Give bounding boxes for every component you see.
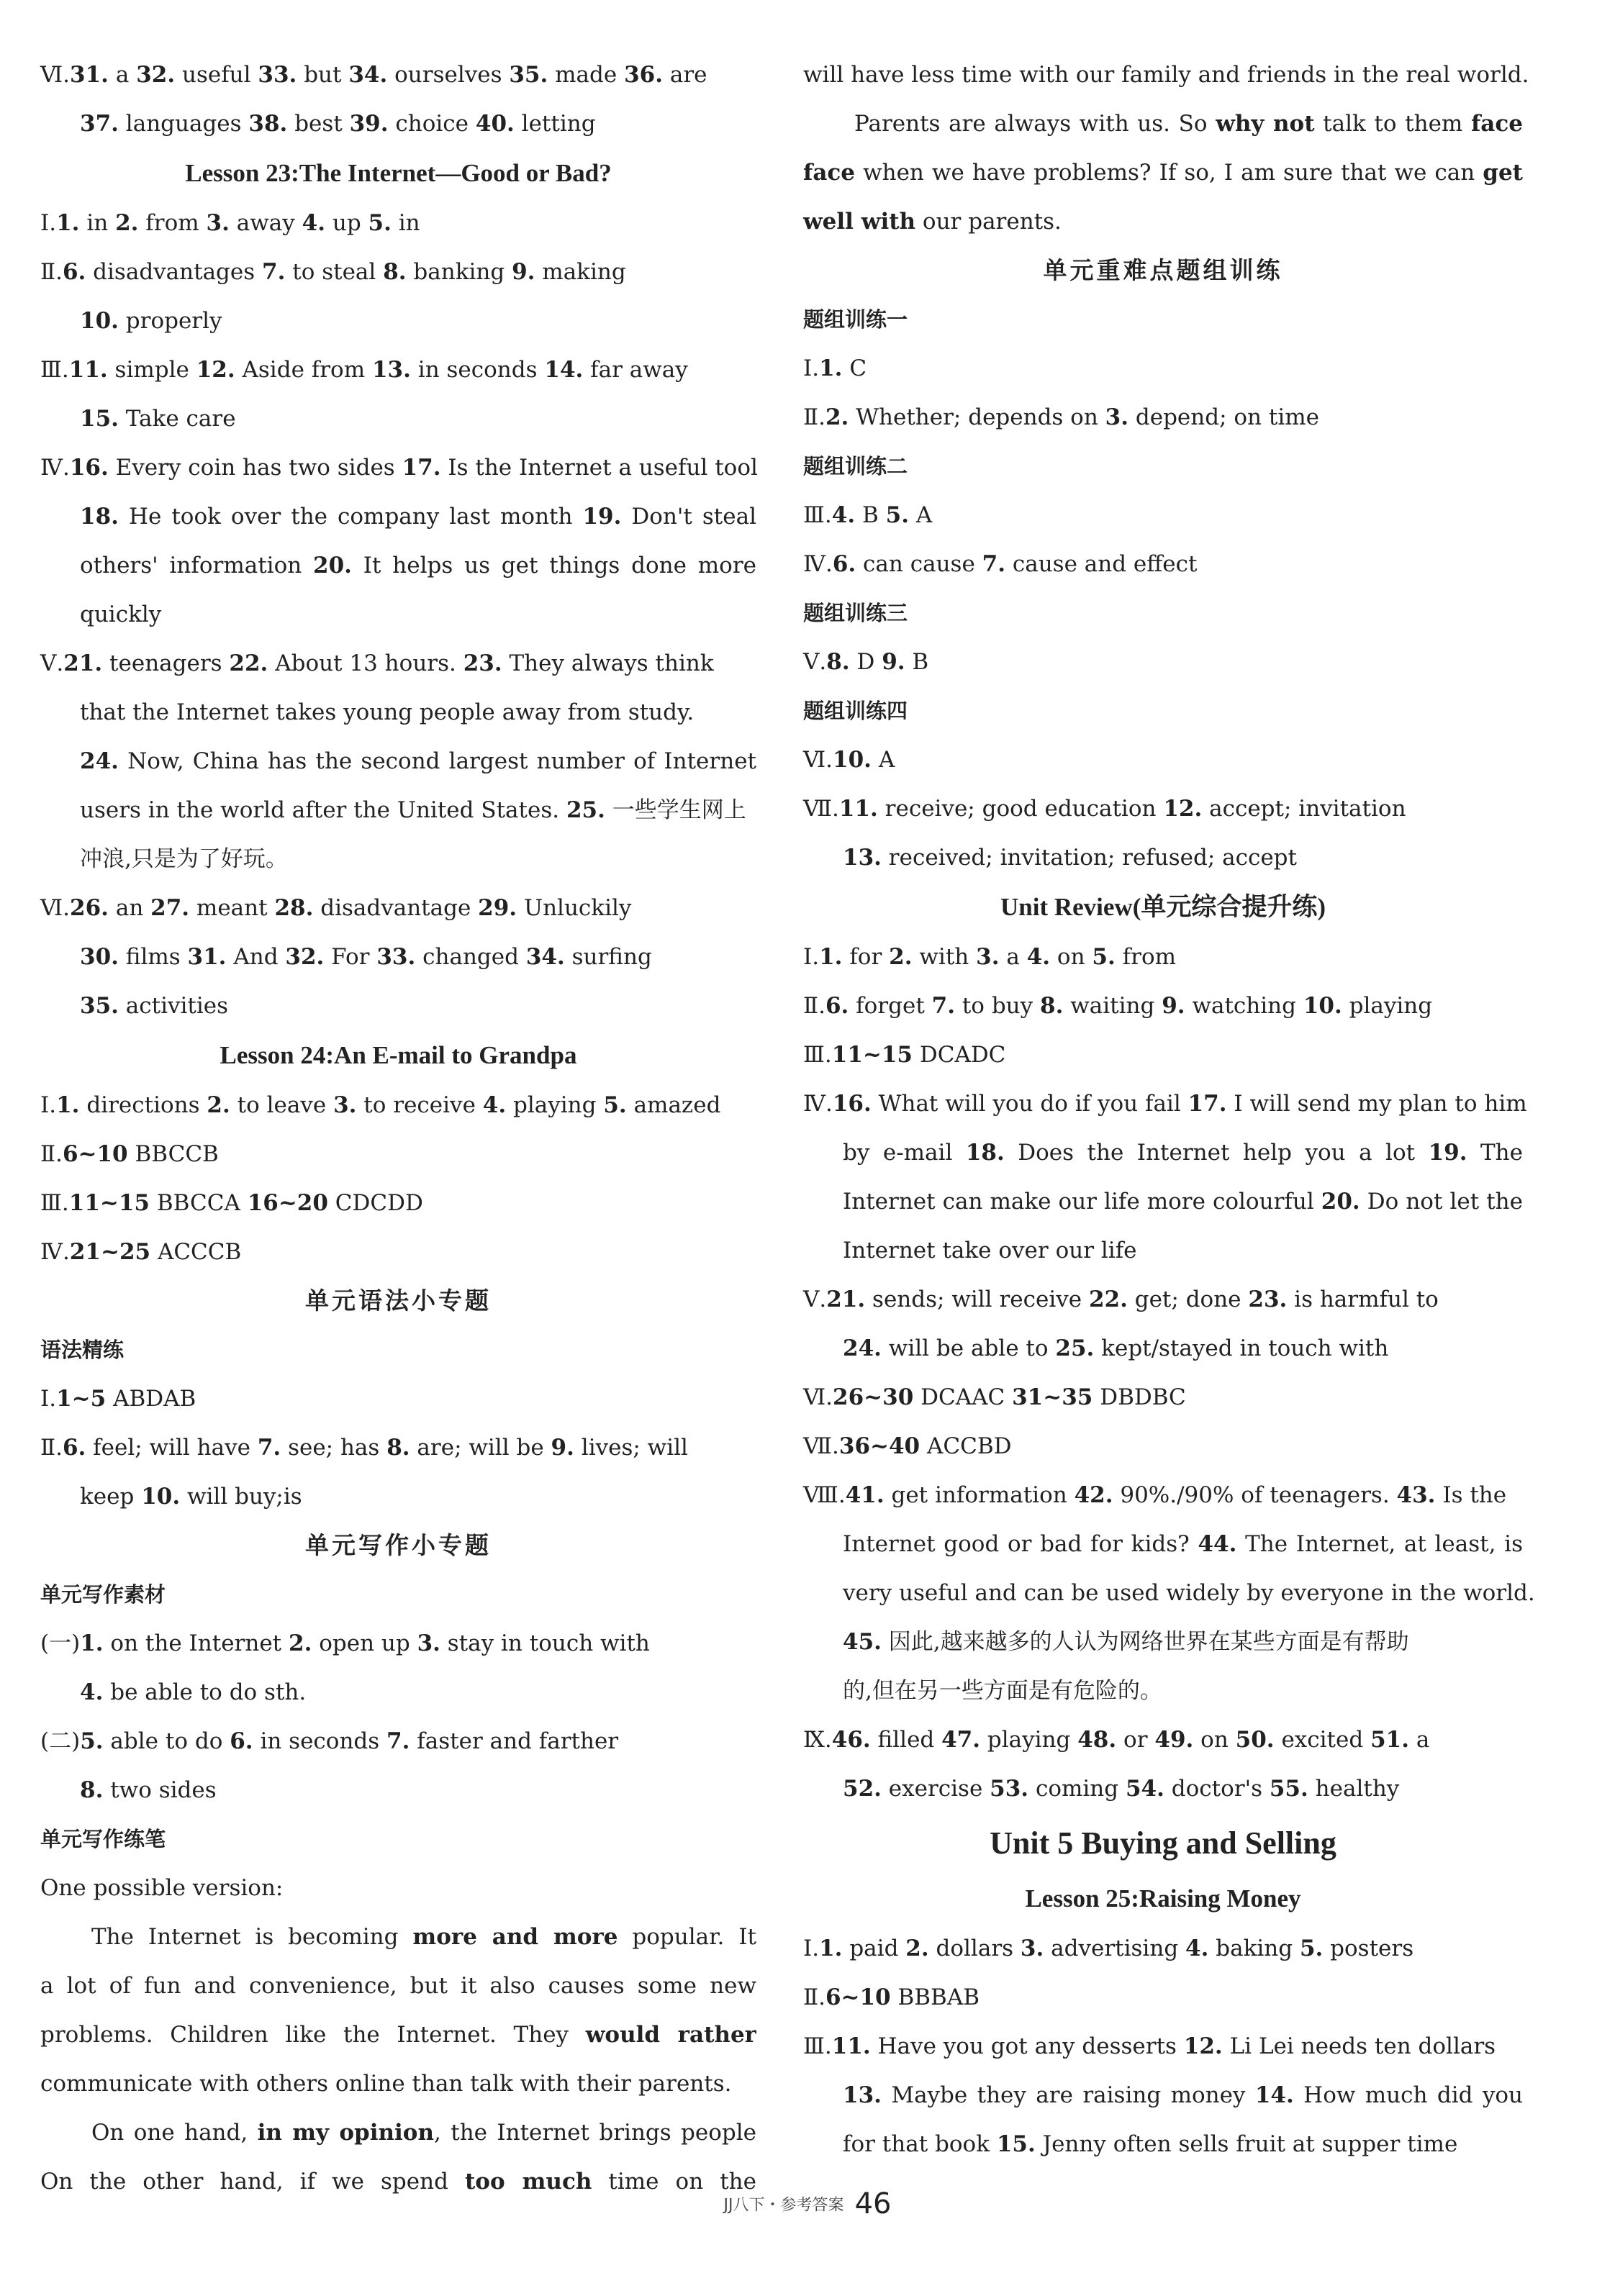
answer-line: 13. received; invitation; refused; accept (843, 845, 1297, 871)
answer-line: communicate with others online than talk with their parents. (40, 2071, 732, 2097)
answer-line: 52. exercise 53. coming 54. doctor's 55. healthy (843, 1776, 1400, 1802)
answer-line: 13. Maybe they are raising money 14. How much did you (843, 2082, 1523, 2108)
answer-line: 24. will be able to 25. kept/stayed in touch with (843, 1335, 1389, 1361)
answer-line: well with our parents. (803, 209, 1062, 235)
answer-line: Ⅲ.4. B 5. A (803, 502, 933, 528)
lesson-heading: Unit Review(单元综合提升练) (1000, 893, 1326, 921)
answer-line: users in the world after the United States. 25. 一些学生网上 (80, 797, 746, 823)
right-column (803, 50, 1535, 2169)
answer-line: Ⅰ.1. in 2. from 3. away 4. up 5. in (40, 210, 420, 236)
answer-line: keep 10. will buy;is (80, 1484, 302, 1510)
subsection-heading: 题组训练三 (803, 601, 908, 625)
answer-line: 15. Take care (80, 406, 236, 432)
page-number: 46 (854, 2187, 892, 2220)
answer-line: Ⅸ.46. filled 47. playing 48. or 49. on 50. excited 51. a (803, 1727, 1430, 1753)
answer-line: Ⅵ.31. a 32. useful 33. but 34. ourselves 35. made 36. are (40, 62, 707, 88)
answer-line: that the Internet takes young people away from study. (80, 699, 695, 725)
answer-line: Ⅳ.6. can cause 7. cause and effect (803, 551, 1198, 577)
answer-line: Ⅱ.6. forget 7. to buy 8. waiting 9. watching 10. playing (803, 993, 1433, 1019)
answer-line: by e-mail 18. Does the Internet help you a lot 19. The (843, 1140, 1523, 1166)
answer-line: will have less time with our family and friends in the real world. (803, 62, 1529, 88)
answer-line: On the other hand, if we spend too much time on the (40, 2169, 756, 2195)
answer-line: Internet can make our life more colourful 20. Do not let the (843, 1189, 1523, 1215)
answer-line: Internet good or bad for kids? 44. The Internet, at least, is (843, 1531, 1523, 1557)
lesson-heading: Lesson 25:Raising Money (1025, 1884, 1301, 1912)
answer-line: Ⅴ.21. teenagers 22. About 13 hours. 23. They always think (40, 650, 714, 676)
answer-line: Ⅱ.6~10 BBBAB (803, 1984, 980, 2010)
answer-line: Ⅵ.26~30 DCAAC 31~35 DBDBC (803, 1384, 1186, 1410)
answer-line: Ⅰ.1. for 2. with 3. a 4. on 5. from (803, 944, 1177, 970)
answer-line: 45. 因此,越来越多的人认为网络世界在某些方面是有帮助 (843, 1629, 1409, 1655)
lesson-heading: Lesson 23:The Internet—Good or Bad? (185, 159, 612, 187)
answer-line: Ⅰ.1~5 ABDAB (40, 1386, 196, 1412)
subsection-heading: 语法精练 (40, 1338, 125, 1362)
answer-line: One possible version: (40, 1875, 284, 1901)
answer-line: Ⅱ.6~10 BBCCB (40, 1141, 219, 1167)
subsection-heading: 单元写作练笔 (40, 1827, 166, 1851)
answer-line: The Internet is becoming more and more popular. It (91, 1924, 756, 1950)
answer-line: others' information 20. It helps us get things done more (80, 553, 756, 578)
answer-line: 的,但在另一些方面是有危险的。 (843, 1678, 1162, 1704)
section-heading: 单元语法小专题 (305, 1287, 492, 1315)
answer-line: Internet take over our life (843, 1238, 1137, 1263)
answer-line: 8. two sides (80, 1777, 217, 1803)
answer-line: Ⅵ.10. A (803, 747, 895, 773)
answer-line: Ⅱ.6. disadvantages 7. to steal 8. banking 9. making (40, 259, 626, 285)
subsection-heading: 题组训练一 (803, 307, 908, 332)
subsection-heading: 题组训练二 (803, 454, 908, 478)
answer-line: 30. films 31. And 32. For 33. changed 34. surfing (80, 944, 652, 970)
answer-line: (一)1. on the Internet 2. open up 3. stay in touch with (40, 1630, 650, 1656)
section-heading: 单元重难点题组训练 (1043, 256, 1283, 284)
answer-line: Ⅶ.11. receive; good education 12. accept; invitation (803, 796, 1406, 822)
answer-line: very useful and can be used widely by everyone in the world. (843, 1580, 1535, 1606)
answer-line: Ⅷ.41. get information 42. 90%./90% of teenagers. 43. Is the (803, 1482, 1507, 1508)
answer-line: Ⅲ.11~15 BBCCA 16~20 CDCDD (40, 1190, 423, 1216)
answer-line: Ⅲ.11. Have you got any desserts 12. Li Lei needs ten dollars (803, 2033, 1496, 2059)
lesson-heading: Lesson 24:An E-mail to Grandpa (220, 1041, 577, 1069)
answer-line: Ⅴ.8. D 9. B (803, 649, 929, 675)
footer-label: JJ八下・参考答案 (723, 2196, 844, 2215)
answer-line: Ⅲ.11~15 DCADC (803, 1042, 1006, 1068)
answer-line: Ⅰ.1. paid 2. dollars 3. advertising 4. baking 5. posters (803, 1936, 1414, 1961)
answer-line: Ⅳ.16. What will you do if you fail 17. I will send my plan to him (803, 1091, 1527, 1117)
answer-line: On one hand, in my opinion, the Internet brings people (91, 2120, 756, 2146)
answer-line: 37. languages 38. best 39. choice 40. letting (80, 111, 596, 137)
section-heading: 单元写作小专题 (305, 1531, 492, 1559)
answer-line: for that book 15. Jenny often sells fruit at supper time (843, 2131, 1458, 2157)
answer-line: 冲浪,只是为了好玩。 (80, 846, 288, 872)
answer-line: 35. activities (80, 993, 229, 1019)
answer-line: Ⅳ.21~25 ACCCB (40, 1239, 242, 1265)
unit-heading: Unit 5 Buying and Selling (990, 1825, 1336, 1861)
answer-line: Ⅲ.11. simple 12. Aside from 13. in seconds 14. far away (40, 357, 688, 383)
answer-line: face when we have problems? If so, I am sure that we can get (803, 160, 1523, 186)
answer-line: problems. Children like the Internet. They would rather (40, 2022, 756, 2048)
answer-line: (二)5. able to do 6. in seconds 7. faster and farther (40, 1728, 619, 1754)
page-footer (0, 2187, 1615, 2220)
answer-line: a lot of fun and convenience, but it also causes some new (40, 1973, 756, 1999)
answer-line: quickly (80, 602, 162, 627)
answer-line: Parents are always with us. So why not talk to them face (854, 111, 1523, 137)
answer-line: 24. Now, China has the second largest number of Internet (80, 748, 756, 774)
subsection-heading: 题组训练四 (803, 699, 908, 723)
answer-line: Ⅰ.1. C (803, 355, 867, 381)
answer-line: Ⅴ.21. sends; will receive 22. get; done 23. is harmful to (803, 1287, 1439, 1312)
answer-line: Ⅱ.2. Whether; depends on 3. depend; on time (803, 404, 1319, 430)
left-column (40, 50, 756, 2206)
answer-line: Ⅱ.6. feel; will have 7. see; has 8. are; will be 9. lives; will (40, 1435, 688, 1461)
answer-line: Ⅳ.16. Every coin has two sides 17. Is the Internet a useful tool (40, 455, 758, 481)
answer-line: Ⅵ.26. an 27. meant 28. disadvantage 29. Unluckily (40, 895, 632, 921)
answer-line: Ⅰ.1. directions 2. to leave 3. to receive 4. playing 5. amazed (40, 1092, 721, 1118)
subsection-heading: 单元写作素材 (40, 1582, 166, 1607)
answer-line: 10. properly (80, 308, 222, 334)
answer-line: Ⅶ.36~40 ACCBD (803, 1433, 1012, 1459)
answer-line: 4. be able to do sth. (80, 1679, 307, 1705)
answer-line: 18. He took over the company last month 19. Don't steal (80, 504, 756, 530)
